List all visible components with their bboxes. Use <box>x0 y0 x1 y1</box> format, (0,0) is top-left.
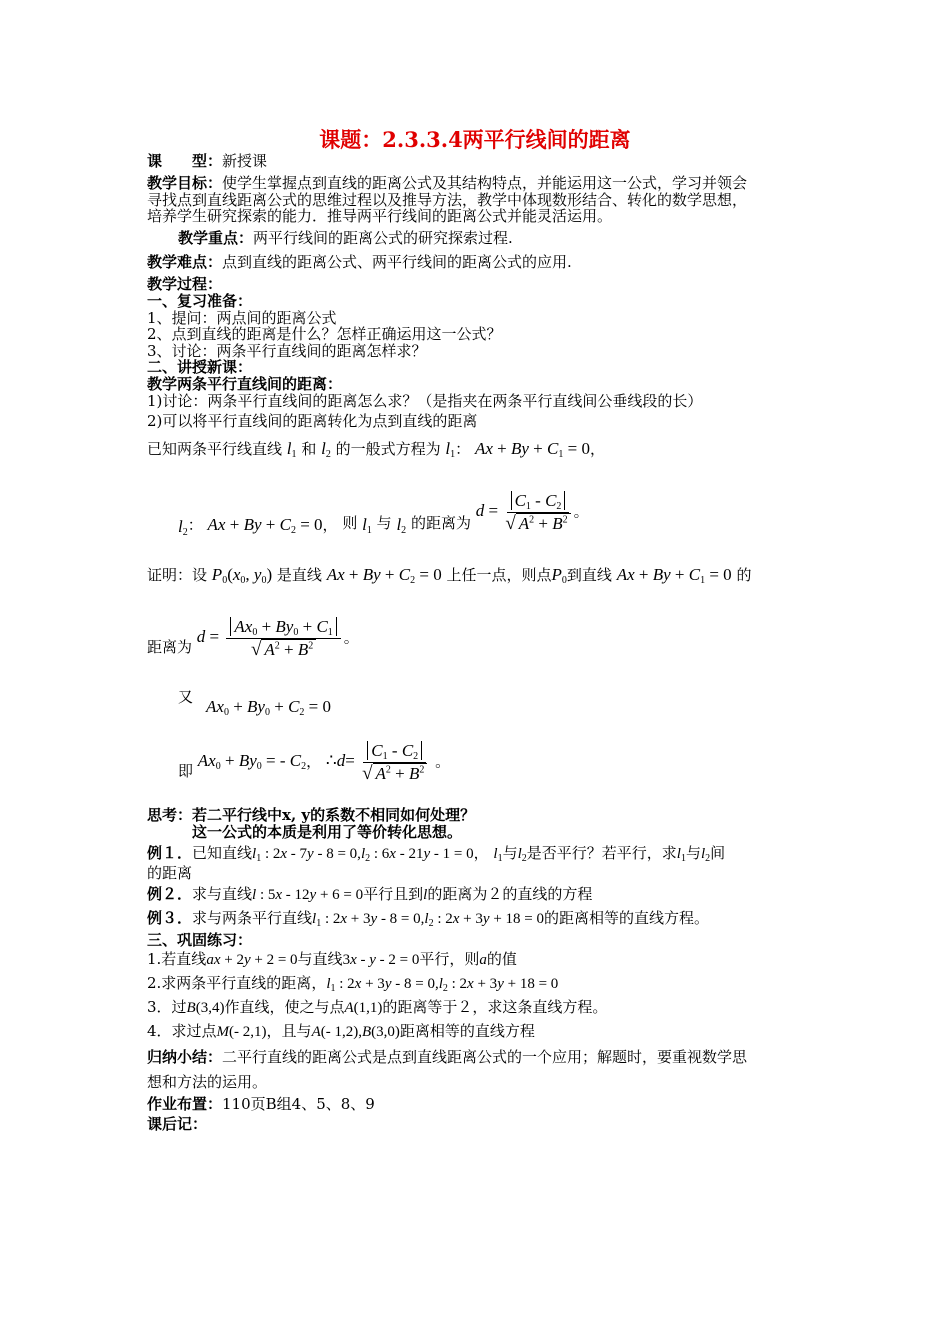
objective-line-2: 寻找点到直线距离公式的思维过程以及推导方法，教学中体现数形结合、转化的数学思想， <box>147 191 748 209</box>
teach-heading: 二、讲授新课： <box>147 358 253 376</box>
process-label: 教学过程： <box>147 275 223 293</box>
formula-l2: $l_2$ <box>321 439 331 460</box>
homework-line: 作业布置：110页B组4、5、8、9 <box>147 1095 375 1113</box>
summary-label: 归纳小结： <box>147 1048 223 1066</box>
difficulty-label: 教学难点： <box>147 253 223 271</box>
proof-distance-line: 距离为 d = $\frac{Ax_0 + By_0 + C_1}{√ A^2 + B^2}$ 。 <box>147 617 359 660</box>
therefore-formula: ∴d= $\frac{C_1 - C_2}{√ A^2 + B^2}$ <box>326 751 430 770</box>
example-1-line-2: 的距离 <box>147 864 193 882</box>
proof-line: 证明：设 $P_0(x_0$, $y_0$) 是直线 $Ax + By + C_2 = 0$ 上任一点，则点$P_0$到直线 $Ax + By + C_1 = 0$ 的 <box>147 565 752 586</box>
example-1-label: 例１． <box>147 844 193 862</box>
key-point-line: 教学重点：两平行线间的距离公式的研究探索过程. <box>178 229 513 247</box>
page-title: 课题：2.3.3.4两平行线间的距离 <box>319 127 631 152</box>
objective-line-1: 教学目标：使学生掌握点到直线的距离公式及其结构特点，并能运用这一公式，学习并领会 <box>147 174 748 192</box>
practice-4-line: 4．求过点M(- 2,1)，且与A(- 1,2),B(3,0)距离相等的直线方程 <box>147 1022 535 1040</box>
review-item-3: 3、讨论：两条平行直线间的距离怎样求？ <box>147 342 427 360</box>
ie-line: 即 $Ax_0 + By_0$ = - $C_2$， ∴d= $\frac{C_1 - C_2}{√ A^2 + B^2}$ 。 <box>178 741 451 784</box>
afterword-label: 课后记： <box>147 1115 208 1133</box>
practice-2-line: 2.求两条平行直线的距离，$l_1$ : $2x + 3y - 8 = 0,l_2$ : 2x + 3y + 18 = 0 <box>147 974 559 994</box>
summary-line-1: 归纳小结：二平行直线的距离公式是点到直线距离公式的一个应用；解题时，要重视数学思 <box>147 1048 748 1066</box>
known-lines-statement: 已知两条平行线直线 $l_1$ 和 $l_2$ 的一般式方程为 $l_1$： $Ax + By + C_1 = 0$， <box>147 439 605 460</box>
example-1-line: 例１．已知直线$l_1$ : $2x - 7y - 8 = 0,l_2$ : 6x - 21y - 1 = 0， $l_1$与$l_2$是否平行？若平行，求$l_1$与$l_2$间 <box>147 844 726 864</box>
teach-sub-heading: 教学两条平行直线间的距离： <box>147 375 343 393</box>
example-3-label: 例３． <box>147 909 193 927</box>
think-label: 思考： <box>147 806 193 824</box>
formula-point-p0: $P_0(x_0$, $y_0$) <box>211 565 273 586</box>
practice-3-line: 3．过B(3,4)作直线，使之与点A(1,1)的距离等于２，求这条直线方程。 <box>147 998 608 1016</box>
formula-line-l1: $Ax + By + C_1 = 0$ <box>474 439 590 460</box>
objective-label: 教学目标： <box>147 174 223 192</box>
summary-line-2: 想和方法的运用。 <box>147 1073 268 1091</box>
again-formula: $Ax_0 + By_0 + C_2 = 0$ <box>206 697 331 718</box>
review-item-2: 2、点到直线的距离是什么？怎样正确运用这一公式？ <box>147 325 502 343</box>
course-type-label: 课 型： <box>147 152 223 170</box>
formula-l1: $l_1$ <box>286 439 297 460</box>
point-distance-formula: d = $\frac{Ax_0 + By_0 + C_1}{√ A^2 + B^2}$ <box>197 627 344 646</box>
difficulty-line: 教学难点：点到直线的距离公式、两平行线间的距离公式的应用. <box>147 253 572 271</box>
practice-heading: 三、巩固练习： <box>147 931 253 949</box>
objective-line-3: 培养学生研究探索的能力．推导两平行线间的距离公式并能灵活运用。 <box>147 207 613 225</box>
teach-item-2: 2)可以将平行直线间的距离转化为点到直线的距离 <box>147 412 478 430</box>
again-line: 又 <box>178 688 194 706</box>
review-item-1: 1、提问：两点间的距离公式 <box>147 309 337 327</box>
think-line-2: 这一公式的本质是利用了等价转化思想。 <box>192 823 463 841</box>
teach-item-1: 1)讨论：两条平行直线间的距离怎么求？（是指夹在两条平行直线间公垂线段的长） <box>147 392 703 410</box>
l2-formula-line: $l_2$： $Ax + By + C_2 = 0$， 则 $l_1$ 与 $l_2$ 的距离为 d = $\frac{C_1 - C_2}{√ A^2 + B^2}$ 。 <box>178 491 589 539</box>
course-type-value: 新授课 <box>222 152 268 170</box>
course-type-line <box>147 152 267 170</box>
distance-formula: d = $\frac{C_1 - C_2}{√ A^2 + B^2}$ <box>476 501 574 520</box>
formula-line-l2: $Ax + By + C_2 = 0$ <box>207 515 323 537</box>
think-line-1: 思考：若二平行线中x, y的系数不相同如何处理？ <box>147 806 476 824</box>
homework-label: 作业布置： <box>147 1095 223 1113</box>
practice-1-line: 1.若直线ax + 2y + 2 = 0与直线3x - y - 2 = 0平行，则a的值 <box>147 950 517 968</box>
review-heading: 一、复习准备： <box>147 292 253 310</box>
example-3-line: 例３．求与两条平行直线$l_1$ : $2x + 3y - 8 = 0,l_2$ : 2x + 3y + 18 = 0的距离相等的直线方程。 <box>147 909 709 929</box>
key-point-label: 教学重点： <box>178 229 254 247</box>
example-2-line: 例２．求与直线l : 5x - 12y + 6 = 0平行且到l的距离为２的直线的方程 <box>147 885 593 903</box>
example-2-label: 例２． <box>147 885 193 903</box>
